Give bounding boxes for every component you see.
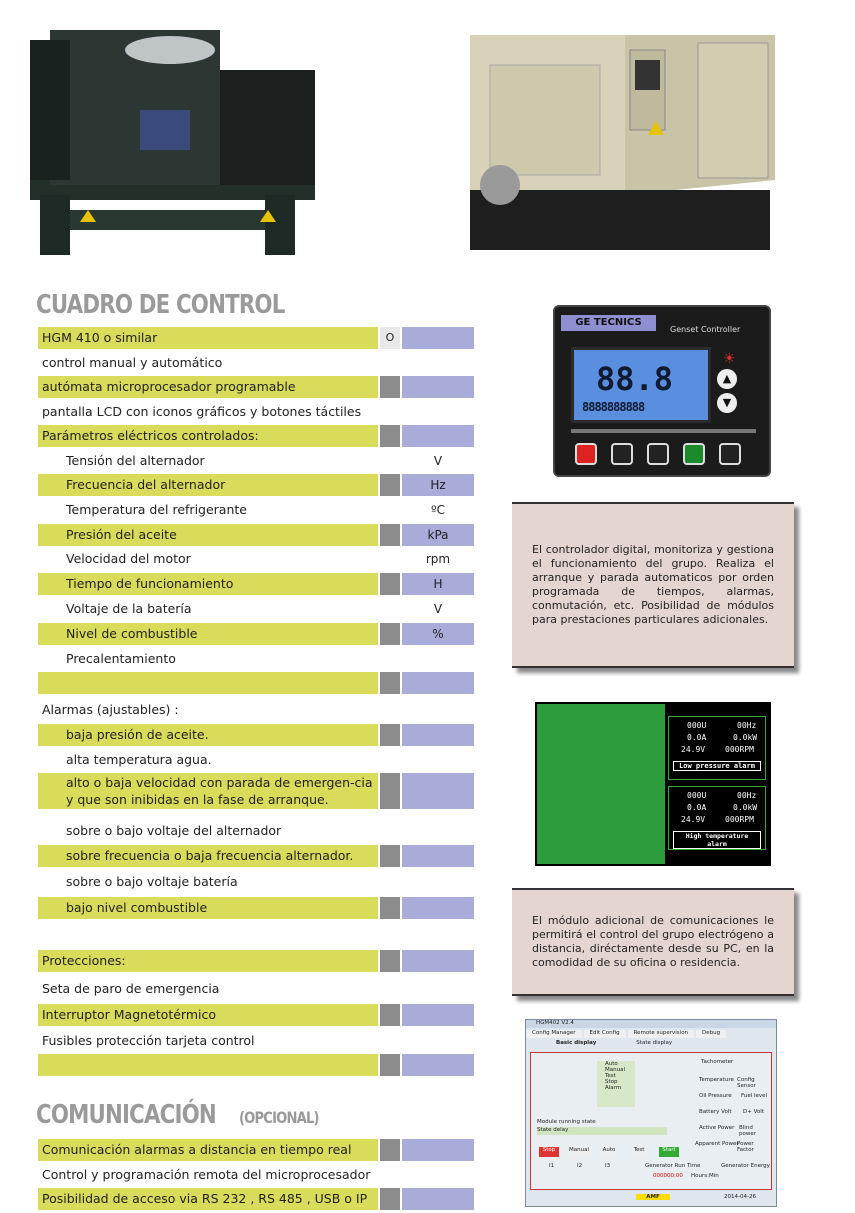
screen2-kw: 0.0kW xyxy=(733,803,758,812)
screen2-amps: 0.0A xyxy=(687,803,707,812)
control-row-value: Hz xyxy=(402,474,474,496)
control-row xyxy=(38,474,474,496)
sw-test-button[interactable]: Test xyxy=(629,1147,649,1157)
control-row xyxy=(38,401,474,423)
control-row-label: alta temperatura agua. xyxy=(66,752,212,767)
control-row-label: Alarmas (ajustables) : xyxy=(42,702,179,717)
control-row-checkbox xyxy=(380,352,400,374)
lcd-small-digits: 8888888888 xyxy=(582,400,645,414)
controller-stop-button[interactable] xyxy=(575,443,597,465)
software-titlebar xyxy=(526,1020,776,1028)
control-row-label: Velocidad del motor xyxy=(66,551,191,566)
amf-label: AMF xyxy=(636,1194,670,1200)
software-title: HGM402 V2.4 xyxy=(536,1020,574,1026)
control-row-value xyxy=(402,845,474,867)
comm-row xyxy=(38,1139,474,1161)
control-row-label xyxy=(38,672,378,694)
comm-description-box xyxy=(512,888,794,996)
mode-auto[interactable]: Auto xyxy=(605,1061,618,1067)
control-row xyxy=(38,1004,474,1026)
comm-row xyxy=(38,1188,474,1210)
down-arrow-button[interactable]: ▼ xyxy=(717,393,737,413)
control-row-checkbox xyxy=(380,749,400,771)
controller-description-box xyxy=(512,502,794,668)
menu-edit-config[interactable]: Edit Config xyxy=(584,1030,626,1038)
control-row-label: pantalla LCD con iconos gráficos y botones táctiles xyxy=(42,404,362,419)
control-row-checkbox xyxy=(380,401,400,423)
menu-config-manager[interactable]: Config Manager xyxy=(526,1030,582,1038)
label-fuel-level: Fuel level xyxy=(741,1093,768,1099)
control-row-checkbox xyxy=(380,950,400,972)
software-menu xyxy=(526,1030,776,1038)
screen2-hz: 00Hz xyxy=(737,791,757,800)
control-row-checkbox xyxy=(380,425,400,447)
software-tabs xyxy=(556,1040,756,1048)
comm-section-title: COMUNICACIÓN xyxy=(36,1100,216,1130)
control-row-checkbox xyxy=(380,474,400,496)
label-module-state: Module running state xyxy=(537,1119,596,1125)
controller-lcd xyxy=(571,347,711,423)
hours-label: Hours:Min xyxy=(691,1173,719,1179)
control-row-label: Parámetros eléctricos controlados: xyxy=(38,425,378,447)
control-row-value: ºC xyxy=(430,503,446,517)
control-row-value xyxy=(402,352,474,374)
control-row xyxy=(38,724,474,746)
label-dw-volt: D+ Volt xyxy=(743,1109,764,1115)
control-row-checkbox xyxy=(380,499,400,521)
control-row-label: Fusibles protección tarjeta control xyxy=(42,1033,255,1048)
control-row xyxy=(38,648,474,670)
comm-section-subtitle: (OPCIONAL) xyxy=(238,1108,319,1127)
label-active-power: Active Power xyxy=(699,1125,735,1131)
generator-enclosed-photo xyxy=(470,25,785,255)
control-row-checkbox xyxy=(380,1004,400,1026)
label-battery-volt: Battery Volt xyxy=(699,1109,732,1115)
control-row-value xyxy=(402,773,474,809)
control-row-label: sobre o bajo voltaje del alternador xyxy=(66,823,282,838)
label-i2: I2 xyxy=(577,1163,583,1169)
control-row-value xyxy=(402,820,474,842)
control-row-checkbox xyxy=(380,376,400,398)
controller-man-button[interactable] xyxy=(611,443,633,465)
screen1-hz: 00Hz xyxy=(737,721,757,730)
control-row xyxy=(38,672,474,694)
label-i1: I1 xyxy=(549,1163,555,1169)
screen2-batt: 24.9V xyxy=(681,815,706,824)
controller-model: Genset Controller xyxy=(670,325,741,334)
control-row-value xyxy=(402,978,474,1000)
control-row-checkbox xyxy=(380,598,400,620)
sw-auto-button[interactable]: Auto xyxy=(599,1147,619,1157)
control-row-checkbox xyxy=(380,623,400,645)
controller-start-button[interactable] xyxy=(683,443,705,465)
software-statusbar xyxy=(636,1194,776,1204)
control-row xyxy=(38,598,474,620)
control-row-label: Frecuencia del alternador xyxy=(38,474,378,496)
control-row-checkbox xyxy=(380,871,400,893)
label-power-factor: Power Factor xyxy=(737,1141,754,1153)
comm-row-value xyxy=(402,1188,474,1210)
comm-row-checkbox xyxy=(380,1139,400,1161)
control-row-checkbox xyxy=(380,1054,400,1076)
control-row xyxy=(38,1030,474,1052)
mode-manual[interactable]: Manual xyxy=(605,1067,625,1073)
controller-brand: GE TECNICS xyxy=(561,315,656,331)
control-row-value xyxy=(402,724,474,746)
control-row xyxy=(38,499,474,521)
mode-stop[interactable]: Stop xyxy=(605,1079,618,1085)
control-row xyxy=(38,773,474,809)
control-row-value: H xyxy=(402,573,474,595)
tab-state-display[interactable]: State display xyxy=(636,1040,673,1046)
control-row xyxy=(38,820,474,842)
control-row-value xyxy=(402,950,474,972)
control-row-label: sobre frecuencia o baja frecuencia alternador. xyxy=(38,845,378,867)
control-row-checkbox xyxy=(380,450,400,472)
alarm-screen-2 xyxy=(668,786,766,850)
state-box xyxy=(537,1127,667,1135)
up-arrow-button[interactable]: ▲ xyxy=(717,369,737,389)
screen2-volts: 000U xyxy=(687,791,707,800)
control-row-value xyxy=(402,648,474,670)
control-row xyxy=(38,450,474,472)
sw-start-button[interactable]: Start xyxy=(659,1147,679,1157)
screen2-alarm: High temperature alarm xyxy=(673,831,761,849)
generator-open-photo xyxy=(20,10,320,260)
screen1-kw: 0.0kW xyxy=(733,733,758,742)
control-row xyxy=(38,699,474,721)
comm-row-label: Comunicación alarmas a distancia en tiempo real xyxy=(38,1139,378,1161)
label-blind-power: Blind power xyxy=(739,1125,756,1137)
lcd-big-digits: 88.8 xyxy=(596,360,674,398)
control-row-label: Interruptor Magnetotérmico xyxy=(38,1004,378,1026)
control-row xyxy=(38,950,474,972)
control-row-label: alto o baja velocidad con parada de emergen-cia y que son inibidas en la fase de arranque. xyxy=(38,773,378,809)
control-row-checkbox xyxy=(380,897,400,919)
control-row-label: autómata microprocesador programable xyxy=(38,376,378,398)
comm-row-label: Control y programación remota del microprocesador xyxy=(42,1167,371,1182)
control-row-label: bajo nivel combustible xyxy=(38,897,378,919)
control-row xyxy=(38,524,474,546)
control-row-checkbox xyxy=(380,820,400,842)
control-row-value xyxy=(402,401,474,423)
control-row-label: Protecciones: xyxy=(38,950,378,972)
control-row-checkbox xyxy=(380,548,400,570)
mode-list xyxy=(597,1061,635,1107)
label-oil-pressure: Oil Pressure xyxy=(699,1093,732,1099)
control-row-value xyxy=(402,672,474,694)
control-row-value: V xyxy=(433,454,443,468)
controller-description: El controlador digital, monitoriza y gestiona el funcionamiento del grupo. Realiza el arranque y parada automaticos por orden programada de tiempos, alarmas, conmutación, etc. Posibilidad de módulos para prestaciones particulares adicionales. xyxy=(532,543,774,626)
control-row xyxy=(38,376,474,398)
label-energy: Generator Energy xyxy=(721,1163,770,1169)
control-row-value xyxy=(402,1054,474,1076)
control-row-value xyxy=(402,425,474,447)
control-row-checkbox: O xyxy=(380,327,400,349)
controller-auto-button[interactable] xyxy=(647,443,669,465)
control-row-value: kPa xyxy=(402,524,474,546)
control-row xyxy=(38,548,474,570)
control-row xyxy=(38,749,474,771)
comm-row-checkbox xyxy=(380,1164,400,1186)
control-row-label: Seta de paro de emergencia xyxy=(42,981,220,996)
sw-manual-button[interactable]: Manual xyxy=(567,1147,591,1157)
screen-grid xyxy=(537,704,665,864)
comm-row-value xyxy=(402,1139,474,1161)
label-apparent-power: Apparent Power xyxy=(695,1141,739,1147)
run-time-value: 000000:00 xyxy=(653,1173,683,1179)
control-row-value xyxy=(402,327,474,349)
control-row-label: Voltaje de la batería xyxy=(66,601,192,616)
control-row-label: Tensión del alternador xyxy=(66,453,205,468)
control-row-checkbox xyxy=(380,573,400,595)
control-row-label: Temperatura del refrigerante xyxy=(66,502,247,517)
control-row xyxy=(38,871,474,893)
control-row-label: control manual y automático xyxy=(42,355,223,370)
label-config-sensor: Config Sensor xyxy=(737,1077,756,1089)
menu-debug[interactable]: Debug xyxy=(696,1030,726,1038)
control-row-checkbox xyxy=(380,699,400,721)
control-row-checkbox xyxy=(380,978,400,1000)
control-row-checkbox xyxy=(380,524,400,546)
screen1-batt: 24.9V xyxy=(681,745,706,754)
control-section-title: CUADRO DE CONTROL xyxy=(36,290,285,320)
control-row-label: Tiempo de funcionamiento xyxy=(38,573,378,595)
controller-panel-image xyxy=(553,305,771,477)
control-row-value xyxy=(402,897,474,919)
control-row-value xyxy=(402,749,474,771)
control-row xyxy=(38,327,474,349)
control-row-value xyxy=(402,871,474,893)
control-row-label: Nivel de combustible xyxy=(38,623,378,645)
date-label: 2014-04-26 xyxy=(724,1194,756,1200)
control-row-checkbox xyxy=(380,845,400,867)
label-tachometer: Tachometer xyxy=(701,1059,734,1065)
comm-row-value xyxy=(402,1164,474,1186)
mode-alarm[interactable]: Alarm xyxy=(605,1085,622,1091)
alarm-screens-image xyxy=(535,702,771,866)
control-row xyxy=(38,425,474,447)
screen1-amps: 0.0A xyxy=(687,733,707,742)
control-row-label: HGM 410 o similar xyxy=(38,327,378,349)
control-row xyxy=(38,845,474,867)
control-row xyxy=(38,623,474,645)
label-i3: I3 xyxy=(605,1163,611,1169)
comm-row-label: Posibilidad de acceso via RS 232 , RS 485 , USB o IP xyxy=(38,1188,378,1210)
control-row-checkbox xyxy=(380,773,400,809)
control-row-label: Presión del aceite xyxy=(38,524,378,546)
comm-row-checkbox xyxy=(380,1188,400,1210)
software-main-panel xyxy=(530,1052,772,1190)
control-row-checkbox xyxy=(380,672,400,694)
alarm-icon: ☀ xyxy=(723,351,736,367)
control-row-checkbox xyxy=(380,1030,400,1052)
control-row-value xyxy=(402,376,474,398)
control-row xyxy=(38,897,474,919)
control-row-value: rpm xyxy=(425,552,451,566)
menu-remote-supervision[interactable]: Remote supervision xyxy=(628,1030,694,1038)
controller-set-button[interactable] xyxy=(719,443,741,465)
control-row-label: Precalentamiento xyxy=(66,651,176,666)
control-row xyxy=(38,573,474,595)
software-screenshot xyxy=(525,1019,777,1207)
control-row-value xyxy=(402,1030,474,1052)
control-row-value xyxy=(402,699,474,721)
control-row-label xyxy=(38,1054,378,1076)
control-row-value: % xyxy=(402,623,474,645)
control-row-label: sobre o bajo voltaje batería xyxy=(66,874,238,889)
control-row-value: V xyxy=(433,602,443,616)
control-row-checkbox xyxy=(380,648,400,670)
comm-section-heading xyxy=(36,1100,336,1130)
label-temperature: Temperature xyxy=(699,1077,734,1083)
screen1-rpm: 000RPM xyxy=(725,745,754,754)
screen2-rpm: 000RPM xyxy=(725,815,754,824)
screen1-alarm: Low pressure alarm xyxy=(673,761,761,771)
state-text: State delay xyxy=(537,1127,569,1133)
tab-basic-display[interactable]: Basic display xyxy=(556,1040,597,1046)
control-row xyxy=(38,1054,474,1076)
comm-row xyxy=(38,1164,474,1186)
control-row xyxy=(38,352,474,374)
controller-status-bar xyxy=(571,429,756,433)
screen1-volts: 000U xyxy=(687,721,707,730)
control-row-label: baja presión de aceite. xyxy=(38,724,378,746)
sw-stop-button[interactable]: Stop xyxy=(539,1147,559,1157)
control-row xyxy=(38,978,474,1000)
control-row-checkbox xyxy=(380,724,400,746)
control-row-value xyxy=(402,1004,474,1026)
label-run-time: Generator Run Time xyxy=(645,1163,701,1169)
alarm-screen-1 xyxy=(668,716,766,780)
comm-description: El módulo adicional de comunicaciones le permitirá el control del grupo electrógeno a distancia, diréctamente desde su PC, en la comodidad de su oficina o residencia. xyxy=(532,914,774,969)
mode-test[interactable]: Test xyxy=(605,1073,616,1079)
